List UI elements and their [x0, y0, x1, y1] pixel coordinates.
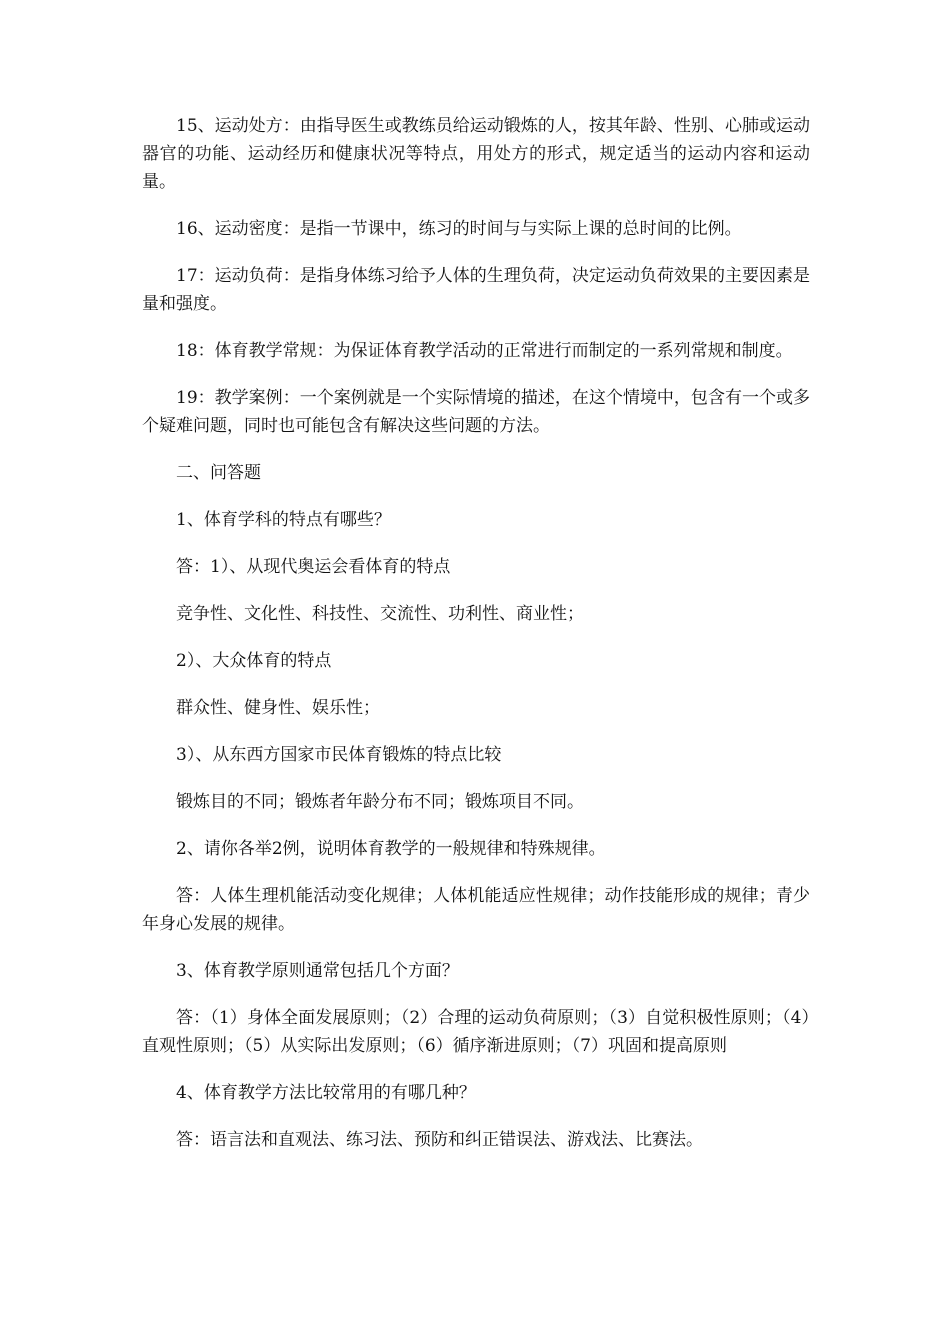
paragraph-term-16: 16、运动密度：是指一节课中，练习的时间与与实际上课的总时间的比例。: [176, 219, 742, 239]
answer-1-part-1-heading: 答：1）、从现代奥运会看体育的特点: [176, 557, 451, 577]
paragraph-term-17: 17：运动负荷：是指身体练习给予人体的生理负荷，决定运动负荷效果的主要因素是量和强度。: [142, 266, 810, 314]
question-4: 4、体育教学方法比较常用的有哪几种？: [176, 1083, 476, 1103]
paragraph-term-18: 18：体育教学常规：为保证体育教学活动的正常进行而制定的一系列常规和制度。: [176, 341, 793, 361]
answer-1-part-3-heading: 3）、从东西方国家市民体育锻炼的特点比较: [176, 745, 502, 765]
document-body: [142, 112, 810, 1173]
question-3: 3、体育教学原则通常包括几个方面？: [176, 961, 459, 981]
answer-2: 答：人体生理机能活动变化规律；人体机能适应性规律；动作技能形成的规律；青少年身心发展的规律。: [142, 886, 810, 934]
answer-4: 答：语言法和直观法、练习法、预防和纠正错误法、游戏法、比赛法。: [176, 1130, 703, 1150]
answer-1-part-2-text: 群众性、健身性、娱乐性；: [176, 698, 380, 718]
answer-1-part-2-heading: 2）、大众体育的特点: [176, 651, 332, 671]
answer-1-part-1-text: 竞争性、文化性、科技性、交流性、功利性、商业性；: [176, 604, 584, 624]
paragraph-term-15: 15、运动处方：由指导医生或教练员给运动锻炼的人，按其年龄、性别、心肺或运动器官的功能、运动经历和健康状况等特点，用处方的形式，规定适当的运动内容和运动量。: [142, 116, 810, 192]
section-heading: 二、问答题: [176, 463, 261, 483]
answer-3: 答：（1）身体全面发展原则；（2）合理的运动负荷原则；（3）自觉积极性原则；（4）直观性原则；（5）从实际出发原则；（6）循序渐进原则；（7）巩固和提高原则: [142, 1008, 810, 1056]
question-1: 1、体育学科的特点有哪些？: [176, 510, 391, 530]
paragraph-term-19: 19：教学案例：一个案例就是一个实际情境的描述，在这个情境中，包含有一个或多个疑难问题，同时也可能包含有解决这些问题的方法。: [142, 388, 810, 436]
answer-1-part-3-text: 锻炼目的不同；锻炼者年龄分布不同；锻炼项目不同。: [176, 792, 584, 812]
question-2: 2、请你各举2例，说明体育教学的一般规律和特殊规律。: [176, 839, 606, 859]
